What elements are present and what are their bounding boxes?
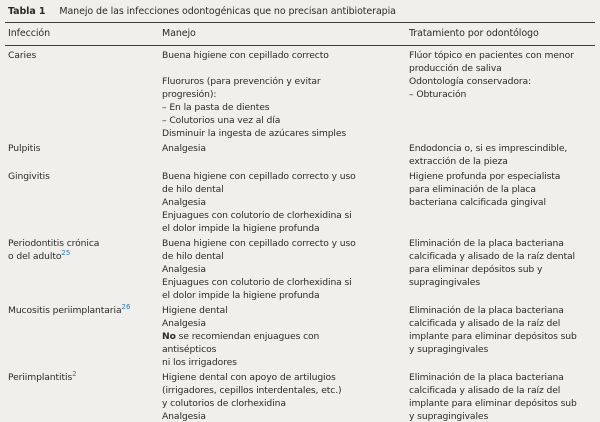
table-row [5,303,595,370]
cell-line: (irrigadores, cepillos interdentales, etc.) [162,385,342,396]
cell-line: Periimplantitis$^2$ [8,369,77,383]
cell-line: Higiene profunda por especialista [409,171,561,182]
cell-line: Eliminación de la placa bacteriana [409,372,564,383]
cell-line: Odontología conservadora: [409,76,532,87]
cell-line [162,62,409,75]
cell-line: Analgesia [162,143,206,154]
cell-line: ni los irrigadores [162,357,237,368]
cell-line: o del adulto$^{25}$ [8,248,71,262]
table-caption [5,4,595,22]
cell-line: Caries [8,50,37,61]
column-header-tratamiento: Tratamiento por odontólogo [409,28,539,39]
cell-line: y supragingivales [409,344,489,355]
table-row [5,169,595,236]
cell-line: producción de saliva [409,63,502,74]
cell-line: Buena higiene con cepillado correcto y uso [162,171,356,182]
cell-line: para eliminar depósitos sub y [409,264,543,275]
manejo-cell [162,142,409,155]
column-headers [5,23,595,46]
infection-cell [5,371,162,384]
cell-line: Higiene dental [162,305,228,316]
cell-line: Analgesia [162,264,206,275]
cell-line: Higiene dental con apoyo de artilugios [162,372,336,383]
tratamiento-cell [409,371,592,422]
column-header-infeccion: Infección [8,28,51,39]
cell-line: antisépticos [162,344,217,355]
cell-line: Enjuagues con colutorio de clorhexidina si [162,210,352,221]
tratamiento-cell [409,49,592,101]
manejo-cell [162,170,409,235]
cell-line: y colutorios de clorhexidina [162,398,286,409]
cell-line: el dolor impide la higiene profunda [162,223,320,234]
manejo-cell [162,304,409,369]
infection-cell [5,142,162,155]
table-row [5,141,595,169]
cell-line: Disminuir la ingesta de azúcares simples [162,128,347,139]
manejo-cell [162,49,409,140]
cell-line: – En la pasta de dientes [162,102,270,113]
cell-line: Eliminación de la placa bacteriana [409,238,564,249]
reference-link[interactable]: 2 [72,369,77,378]
infection-cell [5,237,162,263]
tratamiento-cell [409,304,592,356]
cell-line: implante para eliminar depósitos sub [409,331,577,342]
cell-line: Mucositis periimplantaria$^{26}$ [8,302,131,316]
cell-line: extracción de la pieza [409,156,508,167]
cell-line: No se recomiendan enjuagues con [162,331,320,342]
tratamiento-cell [409,142,592,168]
table-label: Tabla 1 [8,6,46,17]
cell-line: de hilo dental [162,251,224,262]
cell-line: Periodontitis crónica [8,238,100,249]
cell-line: el dolor impide la higiene profunda [162,290,320,301]
cell-line: Gingivitis [8,171,50,182]
infection-cell [5,49,162,62]
cell-line: Buena higiene con cepillado correcto y uso [162,238,356,249]
tratamiento-cell [409,237,592,289]
cell-line: Fluoruros (para prevención y evitar [162,76,321,87]
reference-link[interactable]: 25 [61,248,71,257]
table-row [5,48,595,141]
cell-line: Pulpitis [8,143,41,154]
cell-line: Endodoncia o, si es imprescindible, [409,143,568,154]
table-body [5,46,595,422]
cell-line: bacteriana calcificada gingival [409,197,546,208]
manejo-cell [162,371,409,422]
table-container [5,0,595,422]
infection-cell [5,170,162,183]
cell-line: Flúor tópico en pacientes con menor [409,50,574,61]
reference-link[interactable]: 26 [121,302,131,311]
cell-line: Analgesia [162,411,206,422]
cell-line: calcificada y alisado de la raíz del [409,318,561,329]
cell-line: para eliminación de la placa [409,184,536,195]
table-row [5,236,595,303]
cell-line: implante para eliminar depósitos sub [409,398,577,409]
cell-line: progresión): [162,89,217,100]
cell-line: Analgesia [162,197,206,208]
cell-line: supragingivales [409,277,480,288]
cell-line: – Obturación [409,89,467,100]
cell-line: calcificada y alisado de la raíz del [409,385,561,396]
table-row [5,370,595,422]
cell-line: Enjuagues con colutorio de clorhexidina si [162,277,352,288]
cell-line: Buena higiene con cepillado correcto [162,50,329,61]
cell-line: de hilo dental [162,184,224,195]
column-header-manejo: Manejo [162,28,196,39]
manejo-cell [162,237,409,302]
cell-line: calcificada y alisado de la raíz dental [409,251,575,262]
cell-line: Eliminación de la placa bacteriana [409,305,564,316]
tratamiento-cell [409,170,592,209]
table-title: Manejo de las infecciones odontogénicas que no precisan antibioterapia [59,6,396,17]
cell-line: y supragingivales [409,411,489,422]
bold-text: No [162,331,176,342]
cell-line: – Colutorios una vez al día [162,115,281,126]
infection-cell [5,304,162,317]
cell-line: Analgesia [162,318,206,329]
